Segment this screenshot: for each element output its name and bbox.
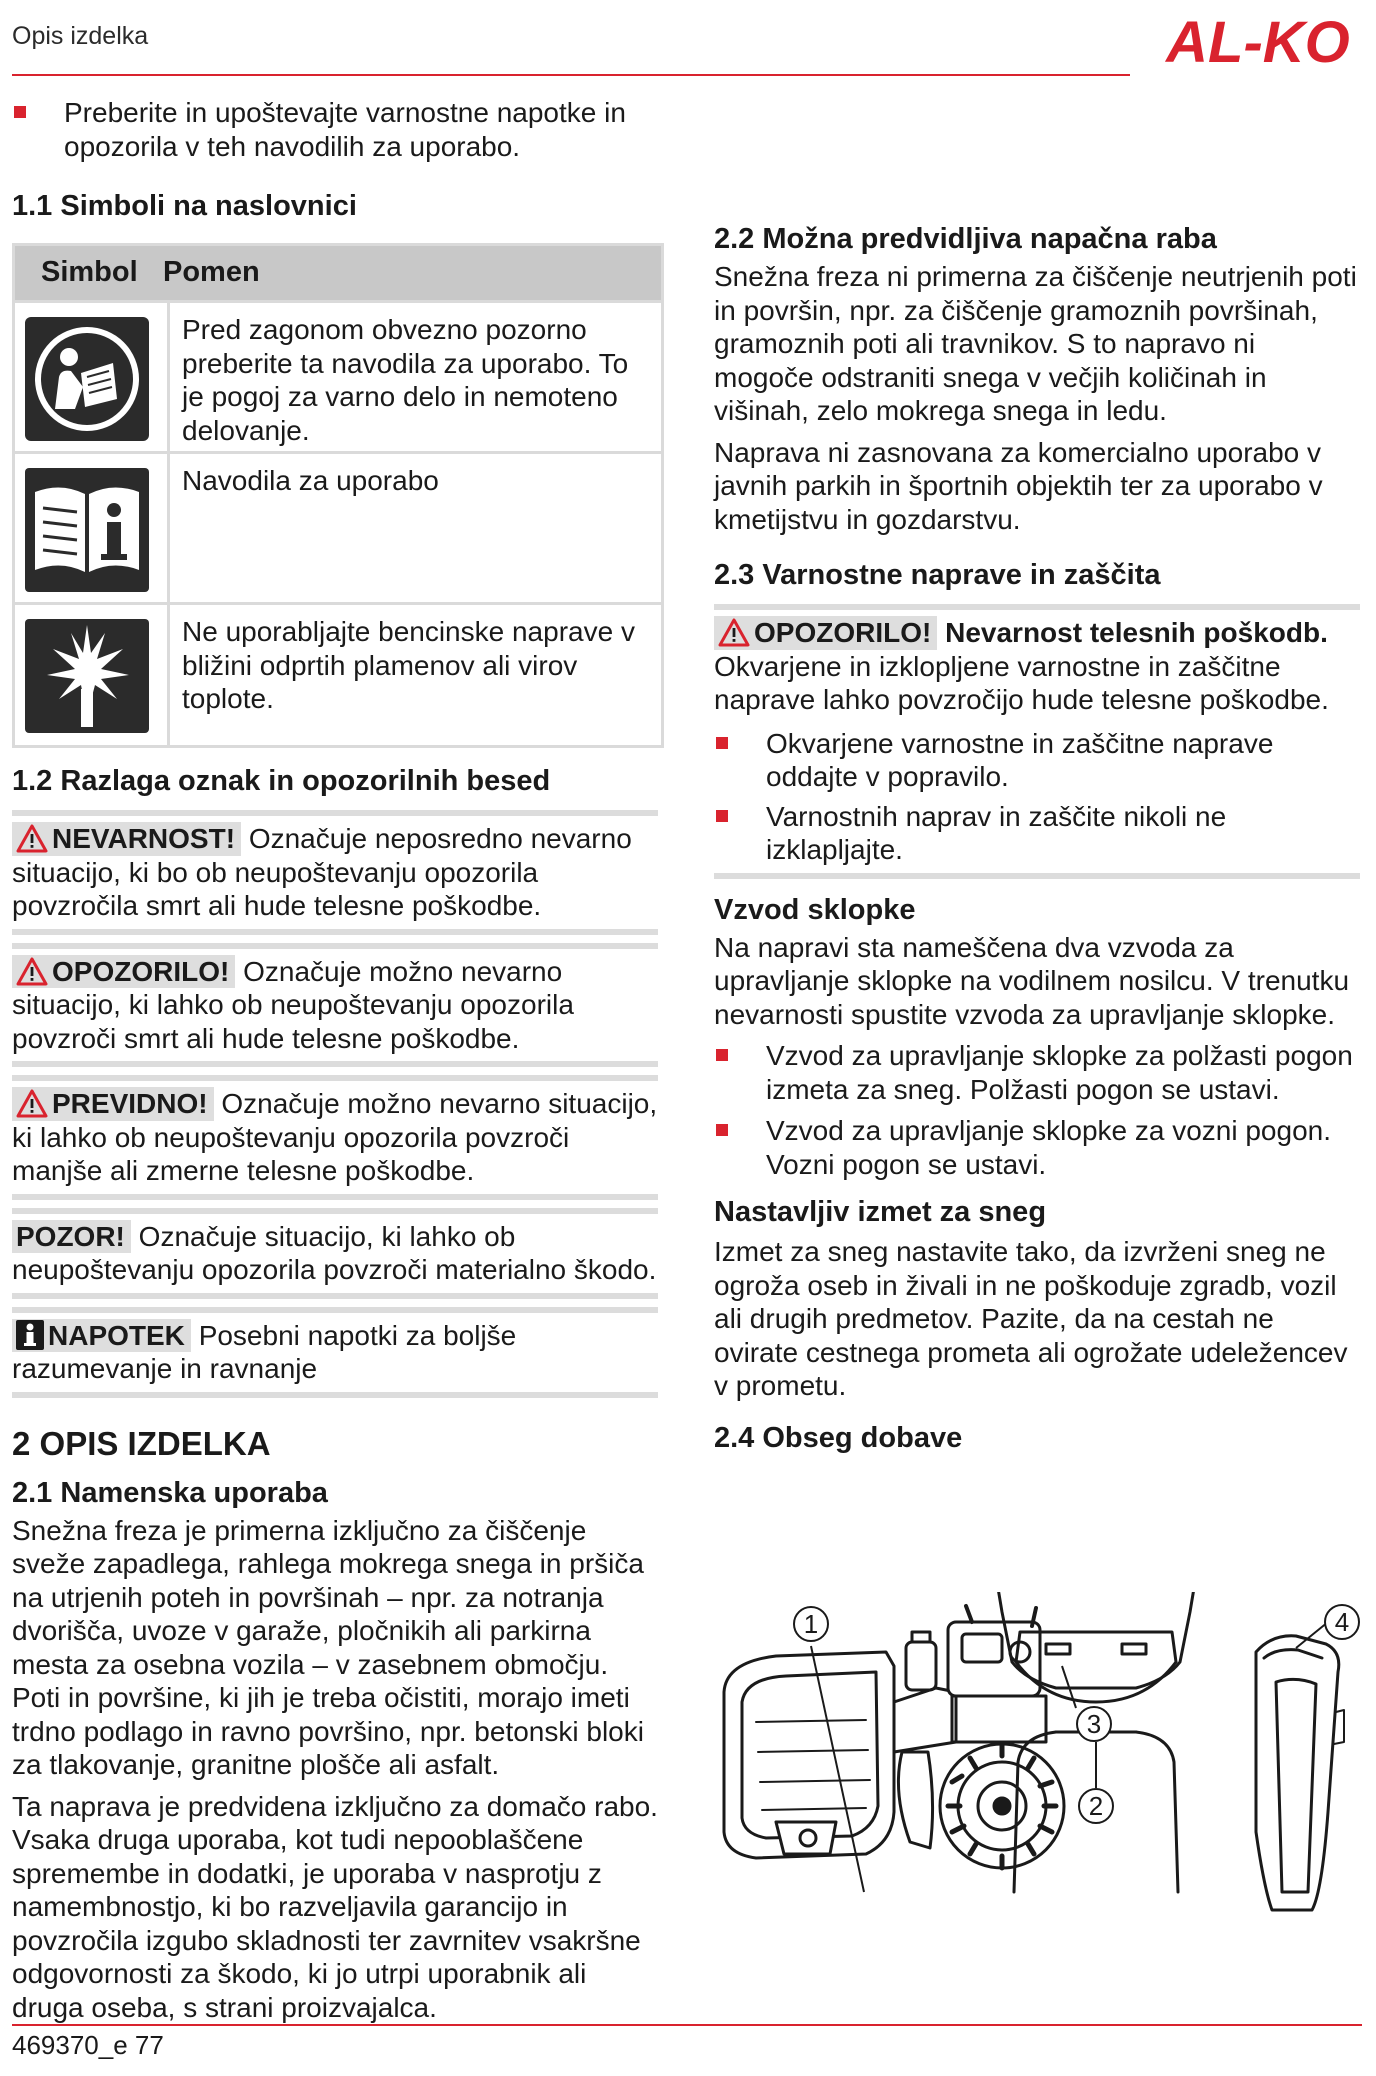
warning-triangle-icon (718, 618, 750, 647)
caution-text: Označuje možno nevarno situacijo, ki lahko ob neupoštevanju opozorila povzroči manjše ali zmerne telesne poškodbe. (12, 1088, 658, 1186)
danger-signal-word: NEVARNOST! (12, 822, 241, 856)
page-footer: 469370_e 77 (12, 2030, 164, 2060)
list-item: Okvarjene varnostne in zaščitne naprave oddajte v popravilo. (714, 727, 1360, 794)
warning-title: Nevarnost telesnih poškodb. (945, 617, 1328, 648)
table-row (15, 451, 661, 602)
heading-chute: Nastavljiv izmet za sneg (714, 1196, 1047, 1228)
list-item: Vzvod za upravljanje sklopke za polžasti pogon izmeta za sneg. Polžasti pogon se ustavi. (714, 1039, 1362, 1106)
note-box (12, 1307, 658, 1398)
heading-2-2: 2.2 Možna predvidljiva napačna raba (714, 223, 1217, 255)
svg-text:AL-KO: AL-KO (1166, 10, 1350, 75)
callout-4: 4 (1334, 1607, 1350, 1637)
bullet-square-icon (716, 1049, 728, 1061)
caution-signal-word: PREVIDNO! (12, 1087, 214, 1121)
bullet-square-icon (716, 810, 728, 822)
symbols-table (12, 243, 664, 748)
warning-triangle-icon (16, 957, 48, 986)
symbol-cell (15, 303, 167, 451)
read-manual-icon (25, 317, 149, 441)
warning-text: Okvarjene in izklopljene varnostne in zaščitne naprave lahko povzročijo hude telesne poškodbe. (714, 650, 1329, 715)
meaning-cell: Ne uporabljajte bencinske naprave v bližini odprtih plamenov ali virov toplote. (167, 605, 661, 745)
notice-signal-word: POZOR! (12, 1220, 131, 1254)
heading-2-1: 2.1 Namenska uporaba (12, 1476, 328, 1509)
no-open-flame-icon (25, 619, 149, 733)
heading-2-3: 2.3 Varnostne naprave in zaščita (714, 559, 1161, 591)
col-symbol-header: Simbol (41, 256, 138, 288)
callout-3: 3 (1086, 1709, 1102, 1739)
list-item: Vzvod za upravljanje sklopke za vozni pogon. Vozni pogon se ustavi. (714, 1114, 1362, 1181)
table-row (15, 602, 661, 745)
heading-2: 2 OPIS IZDELKA (12, 1424, 271, 1462)
heading-clutch: Vzvod sklopke (714, 893, 916, 926)
paragraph: Naprava ni zasnovana za komercialno uporabo v javnih parkih in športnih objektih ter za uporabo v kmetijstvu in gozdarstvu. (714, 436, 1323, 535)
table-header (15, 246, 661, 300)
warning-text: Označuje možno nevarno situacijo, ki lahko ob neupoštevanju opozorila povzroči smrt ali hude telesne poškodbe. (12, 955, 574, 1054)
meaning-cell: Navodila za uporabo (167, 454, 661, 602)
warning-triangle-icon (16, 824, 48, 853)
paragraph: Snežna freza je primerna izključno za čiščenje sveže zapadlega, rahlega mokrega snega in pršiča na utrjenih poteh in površinah – npr. za notranja dvorišča, uvoze v garaže, pločnikih ali parkirna mesta za osebna vozila – v zasebnem območju. Poti in površine, ki jih je treba očistiti, morajo imeti trdno podlago in ravno površino, npr. betonski bloki za tlakovanje, granitne plošče ali asfalt. (12, 1514, 644, 1780)
symbol-cell (15, 454, 167, 602)
right-column (714, 96, 1362, 1455)
warning-triangle-icon (16, 1089, 48, 1118)
heading-1-2: 1.2 Razlaga oznak in opozorilnih besed (12, 765, 551, 797)
warning-signal-word: OPOZORILO! (12, 955, 235, 989)
bullet-square-icon (14, 106, 26, 118)
danger-text: Označuje neposredno nevarno situacijo, ki bo ob neupoštevanju opozorila povzročila smrt ali hude telesne poškodbe. (12, 823, 632, 921)
info-icon (16, 1320, 44, 1350)
bullet-square-icon (716, 1124, 728, 1136)
paragraph: Na napravi sta nameščena dva vzvoda za upravljanje sklopke na vodilnem nosilcu. V trenutku nevarnosti spustite vzvoda za upravljanje sklopke. (714, 931, 1350, 1030)
bullet-square-icon (716, 737, 728, 749)
meaning-cell: Pred zagonom obvezno pozorno preberite ta navodila za uporabo. To je pogoj za varno delo in nemoteno delovanje. (167, 303, 661, 451)
footer-rule (12, 2024, 1362, 2026)
note-signal-word: NAPOTEK (12, 1319, 191, 1353)
scope-of-delivery-illustration (716, 1592, 1366, 1922)
callout-2: 2 (1088, 1791, 1104, 1821)
intro-bullet: Preberite in upoštevajte varnostne napotke in opozorila v teh navodilih za uporabo. (12, 96, 662, 163)
table-row (15, 300, 661, 451)
list-item: Varnostnih naprav in zaščite nikoli ne izklapljajte. (714, 800, 1360, 867)
notice-text: Označuje situacijo, ki lahko ob neupoštevanju opozorila povzroči materialno škodo. (12, 1220, 657, 1285)
manual-book-icon (25, 468, 149, 592)
col-meaning-header: Pomen (163, 256, 260, 288)
paragraph: Izmet za sneg nastavite tako, da izvrženi sneg ne ogroža oseb in živali in ne poškoduje zgradb, vozil ali drugih predmetov. Pazite, da na cestah ne ovirate cestnega prometa ali ogrožate udeležencev v prometu. (714, 1236, 1348, 1401)
danger-box (12, 810, 658, 935)
notice-box (12, 1208, 658, 1299)
paragraph: Ta naprava je predvidena izključno za domačo rabo. Vsaka druga uporaba, kot tudi nepooblaščene spremembe in dodatki, je uporaba v nasprotju z namembnostjo, ki bo razveljavila garancijo in povzročila izgubo skladnosti ter zavrnitev vsakršne odgovornosti za škodo, ki jo utrpi uporabnik ali druga oseba, s strani proizvajalca. (12, 1790, 658, 2023)
alko-logo (1148, 8, 1368, 78)
header-rule (12, 74, 1130, 76)
callout-1: 1 (803, 1609, 819, 1639)
caution-box (12, 1075, 658, 1200)
left-column (12, 96, 662, 2024)
symbol-cell (15, 605, 167, 745)
heading-1-1: 1.1 Simboli na naslovnici (12, 190, 357, 222)
note-text: Posebni napotki za boljše razumevanje in ravnanje (12, 1319, 517, 1384)
paragraph: Snežna freza ni primerna za čiščenje neutrjenih poti in površin, npr. za čiščenje gramoznih površinah, gramoznih poti ali travnikov. S to napravo ni mogoče odstraniti snega v večjih količinah in višinah, zelo mokrega snega in ledu. (714, 261, 1357, 426)
safety-warning-box (714, 604, 1360, 879)
heading-2-4: 2.4 Obseg dobave (714, 1421, 963, 1454)
warning-box (12, 943, 658, 1068)
section-title: Opis izdelka (12, 22, 149, 50)
warning-signal-word: OPOZORILO! (714, 616, 937, 650)
